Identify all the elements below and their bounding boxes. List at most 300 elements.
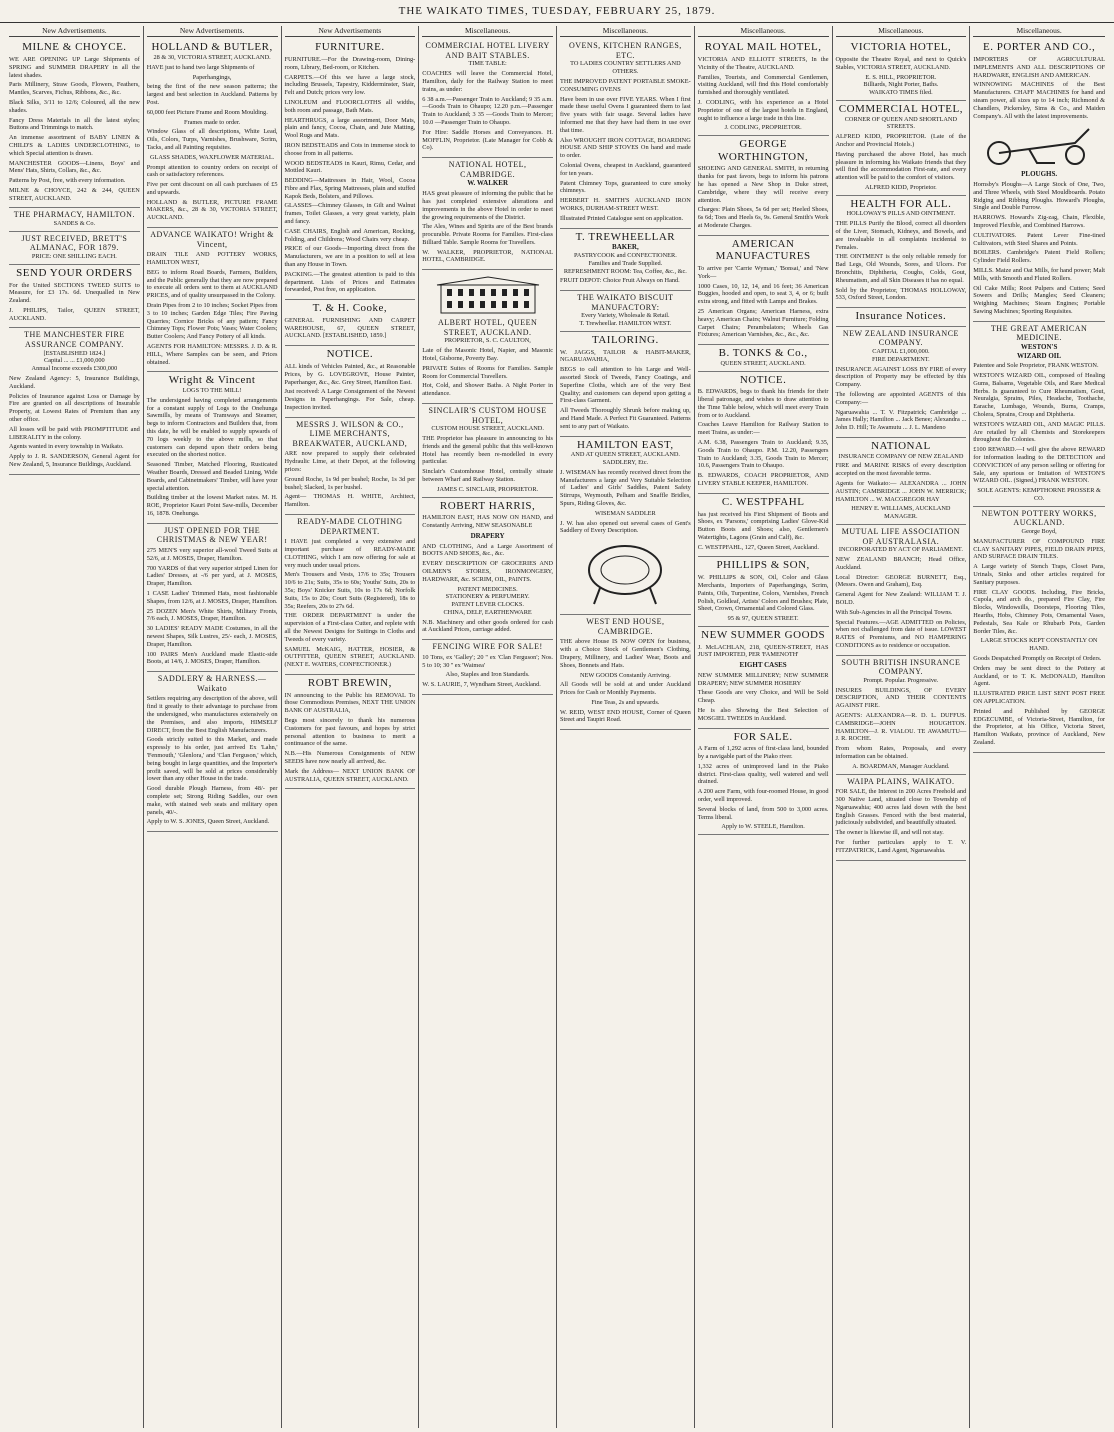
advertisement-text: SAMUEL McKAIG, HATTER, HOSIER, & OUTFITTER, QUEEN STREET, AUCKLAND. (NEXT E. WATERS, CONFECTIONER.) [284, 645, 416, 669]
advertisement-title: VICTORIA HOTEL, [850, 41, 952, 54]
advertisement-text: 100 PAIRS Men's Auckland made Elastic-side Boots, at 14/6, J. MOSES, Draper, Hamilton. [146, 650, 278, 666]
advertisement [698, 627, 829, 729]
advertisement-text: PATENT MEDICINES. [457, 585, 518, 593]
advertisement-text: SADDLERY, Etc. [602, 458, 649, 466]
advertisement-text: JAMES C. SINCLAIR, PROPRIETOR. [437, 485, 539, 493]
advertisement-text: Capital ... ... £1,000,000 [44, 357, 105, 365]
advertisement-text: A 200 acre Farm, with four-roomed House, in good order, well improved. [697, 788, 829, 804]
advertisement-text: REFRESHMENT ROOM: Tea, Coffee, &c., &c. [563, 267, 687, 275]
advertisement-text: Prompt. Popular. Progressive. [863, 676, 939, 684]
advertisement-text: Building timber at the lowest Market rates. M. H. ROE, Proprietor Kauri Point Saw-mills, December 16, 1878. Onehunga. [146, 494, 278, 518]
advertisement-text: FRUIT DEPOT: Choice Fruit Always on Hand. [560, 277, 680, 285]
advertisement-text: 1,332 acres of unimproved land in the Piako district. First-class quality, well watered and well drained. [697, 762, 829, 786]
advertisement-text: All Tweeds Thoroughly Shrunk before making up, and Hand Made. A Perfect Fit Guaranteed. Patterns sent to any part of Waikato. [560, 407, 691, 430]
advertisement-text: The undersigned having completed arrangements for a constant supply of Logs to the Onehunga Sawmills, by means of Tramways and Steamer, begs to inform Contractors and Builders that, from this date, he will be enabled to supply upwards of 70 logs weekly to the above mills, so that customers can depend upon their orders being executed on the shortest notice. [146, 396, 278, 459]
advertisement-text: Opposite the Theatre Royal, and next to Quick's Stables, VICTORIA STREET, AUCKLAND. [835, 55, 967, 71]
column-heading: Miscellaneous. [698, 26, 829, 37]
advertisement-title: Wright & Vincent [168, 374, 256, 387]
advertisement [560, 39, 691, 228]
advertisement-text: CARPETS.—Of this we have a large stock, including Brussels, Tapestry, Kidderminster, Stair, Felt and Dutch; prices very low. [284, 73, 416, 97]
advertisement-text: PACKING.—The greatest attention is paid to this department. Lists of Prices and Estimates forwarded, Post free, on application. [284, 270, 416, 294]
advertisement [836, 327, 967, 438]
advertisement-title: JUST OPENED FOR THE CHRISTMAS & NEW YEAR! [156, 525, 268, 545]
advertisement-text: EVERY DESCRIPTION OF GROCERIES AND OILMEN'S STORES, IRONMONGERY, HARDWARE, &c. SCRIM, OIL, PAINTS. [422, 560, 553, 583]
advertisement-text: COACHES will leave the Commercial Hotel, Hamilton, daily for the Railway Station to meet trains, as under: [422, 70, 553, 93]
advertisement-text: 6 38 a.m.—Passenger Train to Auckland; 9 35 a.m.—Goods Train to Ohaupo; 12.20 p.m.—Passenger Train to Auckland; 3 35 —Goods Train to Mercer; 10.0 —Passenger Train to Ohaupo. [422, 95, 553, 127]
advertisement-title: FOR SALE. [733, 730, 793, 743]
advertisement-text: ALL kinds of Vehicles Painted, &c., at Reasonable Prices, by G. LOVEGROVE, House Painter, Paperhanger, &c., &c. Grey Street, Hamilton East. [284, 362, 416, 386]
advertisement-title: ROBERT HARRIS, [439, 499, 536, 512]
advertisement-title: THE GREAT AMERICAN MEDICINE. [990, 323, 1088, 343]
advertisement-text: Colonial Ovens, cheapest in Auckland, guaranteed for ten years. [560, 162, 691, 177]
advertisement [836, 196, 967, 308]
advertisement-text: WESTON'S WIZARD OIL, AND MAGIC PILLS. Are retailed by all Chemists and Storekeepers throughout the Colonies. [973, 420, 1105, 444]
advertisement [285, 300, 416, 346]
column-7 [833, 26, 971, 1428]
advertisement-title: FENCING WIRE FOR SALE! [432, 642, 543, 652]
advertisement-text: W. S. LAURIE, 7, Wyndham Street, Auckland. [422, 681, 541, 689]
advertisement-title: READY-MADE CLOTHING DEPARTMENT. [297, 517, 403, 536]
advertisement-text: N.B. Machinery and other goods ordered for cash at Auckland Prices, carriage added. [422, 618, 553, 634]
advertisement [285, 418, 416, 515]
advertisement-text: Local Director: GEORGE BURNETT, Esq., (Messrs. Owen and Graham), Esq. [835, 573, 967, 589]
advertisement-text: ALFRED KIDD, Proprietor. [865, 183, 937, 191]
advertisement-text: 10 Tons, ex 'Galley'; 20 '' ex 'Clan Ferguson'; Nos. 5 to 10; 30 '' ex 'Waimea' [422, 653, 553, 669]
advertisement-title: THE WAIKATO BISCUIT MANUFACTORY: [577, 293, 674, 312]
advertisement-text: Prompt attention to country orders on receipt of cash or satisfactory references. [146, 163, 278, 179]
advertisement-title: ROYAL MAIL HOTEL, [704, 41, 822, 54]
advertisement [147, 672, 278, 832]
advertisement-text: Drain Pipes from 2 to 10 inches; Socket Pipes from 3 to 10 inches; Garden Edge Tiles; Fire Paving Quarries; Cornice Bricks of any pattern; Fancy Chimney Tops; Flower Pots; Vases; Water Coolers; Butter Coolers; And Fancy Pottery of all kinds. [146, 302, 278, 341]
advertisement [698, 136, 829, 236]
advertisement-title: SINCLAIR'S CUSTOM HOUSE HOTEL, [428, 406, 547, 425]
advertisement-title: TAILORING. [592, 333, 659, 346]
advertisement [285, 39, 416, 300]
advertisement-text: The Ales, Wines and Spirits are of the Best brands procurable. Private Rooms for Families. First-class Billiard Table. Sample Rooms for Travellers. [422, 223, 553, 246]
advertisement-text: GENERAL FURNISHING AND CARPET WAREHOUSE, 67, QUEEN STREET, AUCKLAND. [ESTABLISHED, 1859.] [284, 316, 416, 340]
advertisement [836, 438, 967, 525]
advertisement-text: For the United SECTIONS TWEED SUITS to Measure, for £3 17s. 6d. Unequalled in New Zealand. [9, 281, 140, 305]
advertisement [422, 498, 553, 641]
advertisement-text: TO LADIES COUNTRY SETTLERS AND OTHERS. [570, 60, 681, 76]
advertisement-text: HEARTHRUGS, a large assortment, Door Mats, plain and fancy, Cocoa, Chain, and Jute Matting, Wool Rugs and Mats. [284, 116, 416, 140]
advertisement-text: A. BOARDMAN, Manager Auckland. [852, 762, 950, 770]
advertisement-text: FOR SALE, the Interest in 200 Acres Freehold and 300 Native Land, situated close to Township of Ngaruawahia; 400 acres laid down with the best English Grasses. Fenced with the best material, judiciously subdivided, and beautifully situated. [835, 788, 967, 827]
advertisement-text: PATENT LEVER CLOCKS. [451, 601, 524, 609]
advertisement-text: Printed and Published by GEORGE EDGECUMBE, of Victoria-Street, Hamilton, for the Proprietor, at his Office, Victoria Street, Hamilton Waikato, province of Auckland, New Zealand. [973, 707, 1105, 746]
column-3 [282, 26, 420, 1428]
advertisement [285, 515, 416, 675]
advertisement-title: T. & H. Cooke, [312, 302, 388, 315]
advertisement-title: MUTUAL LIFE ASSOCIATION OF AUSTRALASIA. [841, 526, 961, 546]
advertisement-text: CAPITAL £1,000,000. [872, 347, 930, 355]
advertisement-title: THE PHARMACY, HAMILTON. [13, 210, 135, 220]
advertisement-text: 95 & 97, QUEEN STREET. [727, 615, 799, 623]
column-heading: New Advertisements. [147, 26, 278, 37]
advertisement-text: W. PHILLIPS & SON, Oil, Color and Glass Merchants, Importers of Paperhangings, Scrim, Paints, Oils, Turpentine, Colors, Varnishes, French Polish, Goldleaf, Artists' Colors and Brushes; Plate, Sheet, Crown, Ornamental and Colored Glass. [697, 574, 829, 613]
column-heading: Miscellaneous. [560, 26, 691, 37]
advertisement-text: A Large variety of Stench Traps, Closet Pans, Urinals, Sinks and other articles required for Sanitary purposes. [973, 563, 1105, 586]
advertisement-text: WISEMAN SADDLER [595, 509, 656, 517]
advertisement-text: With Sub-Agencies in all the Principal Towns. [835, 608, 953, 616]
advertisement [698, 345, 829, 371]
advertisement-text: LOGS TO THE MILL! [182, 387, 242, 395]
advertisement-text: Oil Cake Mills; Root Pulpers and Cutters; Seed Sowers and Drills; Mangles; Seed Cleaners; Weighing Machines; Steam Engines; Portable Sawing Machines; Sporting Requisites. [973, 284, 1105, 315]
advertisement-text: INSURANCE AGAINST LOSS BY FIRE of every description of Property may be effected by this Company. [835, 365, 967, 389]
advertisement [973, 39, 1105, 321]
advertisement-text: ARE now prepared to supply their celebrated Hydraulic Lime, at their Depot, at the following prices: [284, 450, 416, 474]
advertisement-text: CHINA, DELF, EARTHENWARE [443, 608, 532, 616]
advertisement-title: C. WESTPFAHL [721, 495, 805, 508]
advertisement [422, 404, 553, 498]
advertisement-text: From whom Rates, Proposals, and every information can be obtained. [835, 745, 967, 761]
advertisement-title: NEWTON POTTERY WORKS, AUCKLAND. [981, 508, 1097, 528]
advertisement-title: COMMERCIAL HOTEL, [838, 102, 963, 115]
advertisement-title: SOUTH BRITISH INSURANCE COMPANY. [841, 657, 961, 677]
advertisement-text: BEGS to call attention to his Large and Well-assorted Stock of Tweeds, Fancy Coatings, and Superfine Cloths, which are of the very Best Quality; and customers can depend upon getting a First-class Garment. [560, 366, 691, 405]
advertisement-text: HOLLOWAY'S PILLS AND OINTMENT. [846, 210, 956, 218]
advertisement-title: T. TREWHEELLAR [575, 230, 676, 243]
advertisement-title: JUST RECEIVED, BRETT'S ALMANAC, FOR 1879. [21, 233, 128, 253]
advertisement-title: HOLLAND & BUTLER, [151, 41, 273, 54]
advertisement [147, 39, 278, 228]
advertisement-text: QUEEN STREET, AUCKLAND. [720, 359, 806, 367]
advertisement [836, 525, 967, 656]
advertisement-text: has just received his First Shipment of Boots and Shoes, ex 'Parsons,' comprising Ladies' Glove-Kid Button Boots and Shoes; also, Gentlemen's Watertights, Lagons (Grain and Calf), &c. [697, 510, 829, 541]
advertisement-text: £100 REWARD.—I will give the above REWARD for information leading to the DETECTION and CONVICTION of any person selling or offering for Sale, any spurious or Imitation of WESTON'S WIZARD OIL. (Signed,) FRANK WESTON. [973, 446, 1105, 485]
advertisement-text: INSURANCE COMPANY OF NEW ZEALAND [838, 452, 964, 460]
saddle-illustration [580, 538, 670, 608]
advertisement-text: CUSTOM HOUSE STREET, AUCKLAND. [431, 425, 544, 433]
advertisement-text: W. WALKER, PROPRIETOR, NATIONAL HOTEL, CAMBRIDGE. [422, 248, 553, 264]
advertisement-text: Agents wanted in every township in Waikato. [9, 443, 124, 451]
column-4 [419, 26, 557, 1428]
advertisement [147, 228, 278, 372]
advertisement [698, 39, 829, 136]
advertisement-text: Begs most sincerely to thank his numerous Customers for past favours, and hopes by strict personal attention to business to merit a continuance of the same. [284, 717, 416, 748]
advertisement-text: NEW SUMMER MILLINERY; NEW SUMMER DRAPERY; NEW SUMMER HOSIERY [697, 671, 829, 687]
advertisement-text: Men's Trousers and Vests, 17/6 to 35s; Trousers 10/6 to 21s; Suits, 35s to 60s; Youths' Suits, 20s to 35s; Boys' Knicker Suits, 10s to 17s 6d; Norfolk Suits, 15s to 20s; Court Suits (Registered), 18s to 35s; Reefers, 20s to 27s 6d. [284, 571, 416, 610]
advertisement-text: Five per cent discount on all cash purchases of £5 and upwards. [146, 181, 278, 196]
advertisement-text: 1000 Cases, 10, 12, 14, and 16 feet; 36 American Buggies, hooded and open, to seat 3, 4, or 6; built extra strong, and fitted with Lamps and Brakes. [697, 282, 829, 306]
advertisement-text: E. S. HILL, PROPRIETOR. [865, 73, 937, 81]
advertisement-text: Sinclair's Customhouse Hotel, centrally situate between Wharf and Railway Station. [422, 468, 553, 484]
advertisement-text: WAIKATO TIMES filed. [869, 89, 933, 97]
advertisement-title: NATIONAL [871, 439, 931, 452]
advertisement-text: EIGHT CASES [739, 661, 787, 670]
advertisement-text: PASTRYCOOK and CONFECTIONER. [573, 251, 677, 259]
advertisement-text: N.B.—His Numerous Consignments of NEW SEEDS have now nearly all arrived, &c. [284, 750, 416, 766]
advertisement-text: Billiards, Night Porter, Baths. [863, 81, 939, 89]
advertisement-text: Several blocks of land, from 500 to 3,000 acres. Terms liberal. [697, 805, 829, 821]
advertisement-text: THE ORDER DEPARTMENT is under the supervision of a First-class Cutter, and replete with all the Newest Designs for Suitings in Cloths and Tweeds of every variety. [284, 612, 416, 643]
advertisement-text: Frames made to order. [183, 118, 241, 126]
advertisement-text: Goods Despatched Promptly on Receipt of Orders. [973, 654, 1102, 662]
advertisement-text: THE IMPROVED PATENT PORTABLE SMOKE-CONSUMING OVENS [560, 78, 691, 93]
advertisement [422, 158, 553, 270]
advertisement-text: PRICE of our Goods—Importing direct from the Manufacturers, we are in a position to sell at less than any House in Town. [284, 245, 416, 269]
advertisement-text: HAMILTON EAST, HAS NOW ON HAND, and Constantly Arriving, NEW SEASONABLE [422, 514, 553, 530]
advertisement-text: 60,000 feet Picture Frame and Room Moulding. [146, 108, 268, 116]
advertisement-text: Seasoned Timber, Matched Flooring, Rusticated Weather Boards, Dressed and Beaded Lining, Wide Boards, and Cabinetmakers' Timber, will have your special attention. [146, 461, 278, 492]
hotel-building-illustration [433, 275, 543, 315]
advertisement-text: Ground Roche, 1s 9d per bushel; Roche, 1s 3d per bushel; Slacked, 1s per bushel. [284, 475, 416, 491]
advertisement-text: HAVE just to hand two large Shipments of [146, 63, 255, 71]
advertisement-text: Orders may be sent direct to the Pottery at Auckland, or to T. K. McDONALD, Hamilton Agent. [973, 664, 1105, 688]
advertisement [147, 524, 278, 672]
advertisement-text: SHOEING AND GENERAL SMITH, in returning thanks for past favors, begs to inform his patrons he has opened a New Shop in Duke street, Cambridge, where they will receive every attention. [697, 165, 829, 204]
advertisement-text: 700 YARDS of that very superior striped Linen for Ladies' Dresses, at -/6 per yard, at J. MOSES, Draper, Hamilton. [146, 564, 278, 588]
advertisement [698, 729, 829, 836]
advertisement-text: J. CODLING, with his experience as a Hotel Proprietor of one of the largest hotels in England, ought to influence a large trade in this line. [697, 98, 829, 122]
advertisement [698, 236, 829, 345]
advertisement-text: C. WESTPFAHL, 127, Queen Street, Auckland. [697, 543, 819, 551]
advertisement-text: THE PILLS Purify the Blood, correct all disorders of the Liver, Stomach, Kidneys, and Bowels, and are invaluable in all complaints incidental to Females. [835, 220, 967, 251]
advertisement-text: Fancy Dress Materials in all the latest styles; Buttons and Trimmings to match. [9, 116, 140, 132]
advertisement-text: J. CODLING, PROPRIETOR. [724, 124, 802, 132]
column-heading: Miscellaneous. [973, 26, 1105, 37]
advertisement-text: NEW ZEALAND BRANCH; Head Office, Auckland. [835, 555, 967, 571]
advertisement-text: VICTORIA AND ELLIOTT STREETS, In the Vicinity of the Theatre, AUCKLAND. [697, 55, 829, 71]
advertisement-text: General Agent for New Zealand: WILLIAM T. J. BOLD. [835, 591, 967, 606]
advertisement-text: Patent Chimney Tops, guaranteed to cure smoky chimneys. [560, 179, 691, 195]
advertisement-text: Patterns by Post, free, with every information. [9, 177, 126, 185]
advertisement [9, 265, 140, 329]
advertisement-title: SEND YOUR ORDERS [16, 266, 133, 279]
advertisement-text: Families and Trade Supplied. [588, 259, 663, 267]
column-heading: New Advertisements. [9, 26, 140, 37]
advertisement-text: TIME TABLE: [468, 60, 507, 68]
advertisement-text: MILLS. Maize and Oat Mills, for hand power; Malt Mills, with Smooth and Fluted Rollers. [973, 266, 1105, 282]
column-5 [557, 26, 695, 1428]
advertisement-text: Have been in use over FIVE YEARS. When I first made these useful Ovens I guaranteed them to last five years with fair usage. Several ladies have informed me that they have had them in use over that time. [560, 95, 691, 134]
advertisement-title: HAMILTON EAST, [577, 438, 674, 451]
advertisement-text: STATIONERY & PERFUMERY. [445, 593, 530, 601]
advertisement-text: Agents for Waikato:— ALEXANDRA ... JOHN AUSTIN; CAMBRIDGE ... JOHN W. MERRICK; HAMILTON ... W. MACGREGOR HAY [835, 479, 967, 503]
advertisement-text: SOLE AGENTS: KEMPTHORNE PROSSER & CO. [977, 487, 1101, 503]
advertisement-text: AND AT QUEEN STREET, AUCKLAND. [570, 451, 680, 459]
advertisement-text: [ESTABLISHED 1824.] [43, 349, 106, 357]
advertisement-text: LARGE STOCKS KEPT CONSTANTLY ON HAND. [980, 637, 1098, 653]
advertisement-text: J. WISEMAN has recently received direct from the Manufacturers a large and Very Suitable Selection of Ladies' and Girls' Saddles, Patent Safety Stirrups, Weymouth, Pelham and Snaffle Bridles, Spurs, Riding Gloves, &c. [560, 468, 691, 507]
advertisement-text: HOLLAND & BUTLER, PICTURE FRAME MAKERS, &c., 28 & 30, VICTORIA STREET, AUCKLAND. [146, 198, 278, 222]
advertisement-text: J. McLACHLAN, 218, QUEEN-STREET, HAS JUST IMPORTED, PER 'FAMENOTH' [697, 643, 829, 659]
advertisement-text: Just received: A Large Consignment of the Newest Designs in Paperhangings. For Sale, cheap. Inspection invited. [284, 388, 416, 411]
advertisement-text: Apply to W. STEELE, Hamilton. [721, 823, 805, 831]
advertisement-text: Paris Millinery, Straw Goods, Flowers, Feathers, Mantles, Scarves, Fichus, Ribbons, &c., &c. [9, 81, 140, 97]
advertisement-text: All Goods will be sold at and under Auckland Prices for Cash or Monthly Payments. [560, 681, 691, 697]
advertisement-text: Apply to J. R. SANDERSON, General Agent for New Zealand, 5, Insurance Buildings, Auckland. [9, 453, 140, 469]
advertisement-text: 25 American Organs; American Harness, extra heavy; American Chairs; Walnut Furniture; Folding Carpet Chairs; Perambulators; Wheels Gas Fixtures; American Varnishes, &c., &c., &c. [697, 308, 829, 339]
advertisement [9, 232, 140, 265]
advertisement [9, 208, 140, 231]
advertisement-text: FIRE DEPARTMENT. [872, 355, 930, 363]
advertisement-text: NEW GOODS Constantly Arriving. [579, 671, 671, 679]
advertisement [973, 507, 1105, 753]
advertisement-text: Mark the Address— NEXT UNION BANK OF AUSTRALIA, QUEEN STREET, AUCKLAND. [284, 767, 416, 783]
advertisement [836, 775, 967, 861]
advertisement [560, 615, 691, 730]
advertisement-text: A.M. 6.38, Passengers Train to Auckland; 9.35, Goods Train to Ohaupo. P.M. 12.20, Passengers Train to Auckland; 3.35, Goods Train to Mercer; 10.6, Passengers Train to Ohaupo. [697, 439, 829, 470]
advertisement-text: Annual Income exceeds £300,000 [31, 365, 118, 373]
advertisement-title: ADVANCE WAIKATO! Wright & Vincent, [150, 230, 275, 249]
advertisement-text: AGENTS FOR HAMILTON: MESSRS. J. D. & R. HILL, Where Samples can be seen, and Prices obtained. [146, 343, 278, 366]
column-8 [970, 26, 1108, 1428]
advertisement-text: PROPRIETOR, S. C. CAULTON, [444, 337, 531, 345]
advertisement-text: He is also Showing the Best Selection of MOSGIEL TWEEDS in Auckland. [697, 707, 829, 722]
advertisement [836, 656, 967, 775]
advertisement-title: E. PORTER AND CO., [983, 41, 1096, 54]
advertisement [422, 39, 553, 158]
advertisement-title: OVENS, KITCHEN RANGES, ETC. [568, 41, 682, 60]
advertisement-text: FIRE and MARINE RISKS of every description accepted on the most favorable terms. [835, 462, 967, 478]
advertisement-text: An immense assortment of BABY LINEN & CHILD'S & LADIES UNDERCLOTHING, to which Special attention is drawn. [9, 134, 140, 157]
advertisement-text: CULTIVATORS. Patent Lever Fine-tined Cultivators, with Steel Shares and Points. [973, 231, 1105, 247]
advertisement-text: Black Silks, 3/11 to 12/6; Coloured, all the new shades. [9, 98, 140, 114]
advertisement-title: ROBT BREWIN, [307, 677, 392, 689]
advertisement-text: Also WROUGHT IRON COTTAGE, BOARDING HOUSE AND SHIP STOVES On hand and made to order. [560, 136, 691, 160]
advertisement-text: WIZARD OIL [1017, 351, 1062, 360]
advertisement [836, 308, 967, 327]
advertisement-title: NATIONAL HOTEL, CAMBRIDGE. [448, 160, 527, 179]
advertisement-text: J. W. has also opened out several cases of Gent's Saddlery of Every Description. [560, 519, 691, 535]
advertisement-text: 275 MEN'S very superior all-wool Tweed Suits at 52/6, at J. MOSES, Draper, Hamilton. [146, 547, 278, 562]
advertisement-text: For further particulars apply to T. V. FITZPATRICK, Land Agent, Ngaruawahia. [835, 839, 967, 854]
advertisement-text: ALFRED KIDD, PROPRIETOR. (Late of the Anchor and Provincial Hotels.) [835, 133, 967, 148]
advertisement-text: For Hire: Saddle Horses and Conveyances. H. MOFFLIN, Proprietor. (Late Manager for Cobb & Co). [422, 128, 553, 152]
advertisement-text: Good durable Plough Harness, from 48/- per complete set; Strong Riding Saddles, our own make, with stained web seats and military open panels, 40/-. [146, 785, 278, 816]
advertisement-text: AND CLOTHING, And a Large Assortment of BOOTS AND SHOES, &c., &c. [422, 542, 553, 558]
advertisement-text: HAS great pleasure of informing the public that he has just completed extensive alterations and improvements in the above Hotel in order to meet the growing requirements of the District. [422, 190, 553, 221]
advertisement-text: GLASSES—Chimney Glasses, in Gilt and Walnut frames, Toilet Glasses, a very great variety, plain and fancy. [284, 202, 416, 226]
advertisement-text: I HAVE just completed a very extensive and important purchase of READY-MADE CLOTHING, which I am now offering for sale at very much under usual prices. [284, 538, 416, 569]
advertisement-text: Window Glass of all descriptions, White Lead, Oils, Colors, Turps, Varnishes, Brushware, Scrim, Tacks, and all Painting requisites. [146, 128, 278, 151]
advertisement-title: NEW SUMMER GOODS [701, 628, 826, 641]
advertisement-text: Also, Staples and Iron Standards. [445, 671, 530, 679]
advertisement-text: MILNE & CHOYCE, 242 & 244, QUEEN STREET, AUCKLAND. [9, 186, 140, 202]
advertisement-text: FURNITURE.—For the Drawing-room, Dining-room, Library, Bed-room, or Kitchen. [284, 55, 416, 71]
advertisement-text: Policies of Insurance against Loss or Damage by Fire are granted on all descriptions of Insurable Property, at Lowest Rates of Premium than any other office. [9, 392, 140, 424]
advertisement-text: Illustrated Printed Catalogue sent on application. [560, 214, 684, 222]
advertisement-text: Settlers requiring any description of the above, will find it greatly to their advantage to purchase from the undersigned, who manufactures extensively on the Premises, and also imports, HIMSELF DIRECT, from the Best English Manufacturers. [146, 695, 278, 734]
advert-columns [6, 26, 1108, 1428]
advertisement-text: THE above House IS NOW OPEN for business, with a Choice Stock of Gentlemen's Clothing, Drapery, Millinery, and Ladies' Wear, Boots and Shoes, Bonnets and Hats. [560, 638, 691, 669]
advertisement-text: FIRE CLAY GOODS. Including, Fire Bricks, Cupola, and arch do., prepared Fire Clay, Fire Blocks, Windowsills, Doorsteps, Flooring Tiles, Hearths, Hobs, Chimney Pots, Ornamental Vases, Pedestals, Sea Kale or Rhubarb Pots, Garden Border Tiles, &c. [973, 588, 1105, 635]
advertisement-text: INCORPORATED BY ACT OF PARLIAMENT. [838, 546, 963, 554]
advertisement-text: The following are appointed AGENTS of this Company:— [835, 390, 967, 406]
advertisement-title: Insurance Notices. [855, 310, 947, 323]
advertisement-text: PRICE: ONE SHILLING EACH. [31, 253, 117, 261]
advertisement-text: DRAPERY [470, 531, 505, 540]
advertisement-title: NOTICE. [326, 348, 374, 361]
advertisement-text: WINNOWING MACHINES of the Best Manufacturers. CHAFF MACHINES for hand and steam power, all sizes up to 14 inch; Richmond & Chandlers, Pickersley, Sims & Co., and Maiden Company's. All with the latest improvements. [973, 81, 1105, 120]
advertisement [422, 640, 553, 695]
advertisement-title: NEW ZEALAND INSURANCE COMPANY. [842, 328, 959, 348]
advertisement-text: Hornsby's Ploughs—A Large Stock of One, Two, and Three Wheels, with Steel Mouldboards. Potato Ridging and Ribbing Ploughs. Howard's Ploughs, Single and Double Furrow. [973, 180, 1105, 212]
advertisement-text: Late of the Masonic Hotel, Napier, and Masonic Hotel, Gisborne, Poverty Bay. [422, 347, 553, 363]
advertisement [973, 322, 1105, 507]
advertisement-text: Agent— THOMAS H. WHITE, Architect, Hamilton. [284, 493, 416, 509]
column-6 [695, 26, 833, 1428]
advertisement-title: PHILLIPS & SON, [716, 559, 810, 572]
advertisement [9, 39, 140, 208]
advertisement [698, 494, 829, 558]
advertisement-text: MANUFACTURER OF COMPOUND FIRE CLAY SANITARY PIPES, FIELD DRAIN PIPES, AND SURFACE DRAIN TILES. [973, 537, 1105, 561]
advertisement [147, 372, 278, 523]
advertisement-text: Charges: Plain Shoes, 5s 6d per set; Heeled Shoes, 6s 6d; Toes and Heels 6s, 9s. General Smith's Work at Moderate Charges. [697, 206, 829, 229]
advertisement-text: Having purchased the above Hotel, has much pleasure in informing his Waikato friends that they will find the accommodation First-rate, and every attention will be paid to the comfort of visitors. [835, 150, 967, 182]
advertisement-text: WE ARE OPENING UP Large Shipments of SPRING and SUMMER DRAPERY in all the latest shades. [9, 55, 140, 79]
advertisement-title: FURNITURE. [315, 41, 385, 54]
advertisement-text: 28 & 30, VICTORIA STREET, AUCKLAND. [153, 53, 271, 61]
advertisement-text: WESTON'S [1020, 342, 1058, 351]
advertisement-text: The owner is likewise ill, and will not stay. [835, 829, 944, 837]
advertisement-text: Fine Teas, 2s and upwards. [591, 698, 660, 706]
advertisement-text: Hot, Cold, and Shower Baths. A Night Porter in attendance. [422, 382, 553, 398]
advertisement-text: George Boyd, [1021, 528, 1057, 535]
advertisement-text: To arrive per 'Carrie Wyman,' 'Bonsai,' and 'New York— [697, 265, 829, 280]
advertisement-text: BEDDING—Mattresses in Hair, Wool, Cocoa Fibre and Flax, Spring Mattresses, plain and stuffed Kapok Beds, Bolsters, and Pillows. [284, 177, 416, 200]
advertisement-text: HENRY E. WILLIAMS, AUCKLAND MANAGER. [851, 505, 951, 521]
column-heading: Miscellaneous. [836, 26, 967, 37]
advertisement-title: SADDLERY & HARNESS.—Waikato [157, 674, 267, 693]
advertisement-text: IMPORTERS OF AGRICULTURAL IMPLEMENTS AND ALL DESCRIPTIONS OF HARDWARE, ENGLISH AND AMERICAN. [973, 55, 1105, 79]
plough-illustration [979, 123, 1099, 167]
advertisement-title: MILNE & CHOYCE. [22, 41, 127, 54]
advertisement-text: BOILERS. Cambridge's Patent Field Rollers; Cylinder Field Rollers. [973, 249, 1105, 265]
advertisement-text: THE OINTMENT is the only reliable remedy for Bad Legs, Old Wounds, Sores, and Ulcers. For Bronchitis, Diphtheria, Coughs, Colds, Gout, Rheumatism, and all Skin Diseases it has no equal. [835, 253, 967, 284]
advertisement-text: New Zealand Agency: 5, Insurance Buildings, Auckland. [9, 375, 140, 390]
advertisement [9, 328, 140, 474]
advertisement [560, 437, 691, 616]
advertisement-title: MESSRS J. WILSON & CO., LIME MERCHANTS, BREAKWATER, AUCKLAND, [292, 419, 408, 448]
advertisement [560, 229, 691, 292]
advertisement-title: THE MANCHESTER FIRE ASSURANCE COMPANY. [24, 330, 125, 350]
advertisement-text: SANDES & Co. [53, 220, 96, 228]
advertisement [698, 372, 829, 494]
advertisement-text: 25 DOZEN Men's White Shirts, Military Fronts, 7/6 each, J. MOSES, Draper, Hamilton. [146, 607, 278, 623]
column-2 [144, 26, 282, 1428]
advertisement-text: CASE CHAIRS, English and American, Rocking, Folding, and Childrens; Wood Chairs very cheap. [284, 227, 416, 243]
advertisement-text: GLASS SHADES, WAXFLOWER MATERIAL. [149, 153, 275, 161]
advertisement-text: WOOD BEDSTEADS in Kauri, Rimu, Cedar, and Mottled Kauri. [284, 159, 416, 175]
advertisement-text: LINOLEUM and FLOORCLOTHS all widths, both room and passage, Bath Mats. [284, 98, 416, 114]
advertisement [422, 270, 553, 404]
advertisement-text: Every Variety, Wholesale & Retail. [581, 312, 670, 320]
advertisement-text: PRIVATE Suites of Rooms for Families. Sample Room for Commercial Travellers. [422, 364, 553, 380]
advertisement-text: Special Features.—AGE ADMITTED on Policies, when not challenged from date of issue. LOWEST RATES of Premiums, and NO HAMPERING CONDITIONS as to residence or occupation. [835, 618, 967, 649]
advertisement-text: BAKER, [612, 243, 639, 252]
advertisement [698, 557, 829, 626]
advertisement-title: WAIPA PLAINS, WAIKATO. [847, 776, 955, 786]
advertisement-text: PLOUGHS. [1021, 170, 1058, 179]
advertisement-text: THE Proprietor has pleasure in announcing to his friends and the general public that this well-known Hotel has recently been re-modelled in every particular. [422, 435, 553, 466]
advertisement-title: AMERICAN MANUFACTURES [715, 237, 811, 263]
advertisement [836, 39, 967, 101]
advertisement-text: Families, Tourists, and Commercial Gentlemen, visiting Auckland, will find this Hotel comfortably furnished and thoroughly ventilated. [697, 73, 829, 97]
advertisement [285, 675, 416, 789]
advertisement-title: HEALTH FOR ALL. [850, 197, 952, 210]
advertisement [560, 291, 691, 332]
advertisement-text: HERBERT H. SMITH'S AUCKLAND IRON WORKS, DURHAM-STREET WEST. [560, 197, 691, 213]
advertisement-text: HARROWS. Howard's Zig-zag, Chain, Flexible, Improved Flexible, and Combined Harrows. [973, 214, 1105, 229]
advertisement-title: GEORGE WORTHINGTON, [717, 138, 809, 163]
advertisement-title: COMMERCIAL HOTEL LIVERY AND BAIT STABLES. [425, 41, 550, 60]
advertisement-text: Paperhangings, [192, 73, 232, 81]
column-heading: Miscellaneous. [422, 26, 553, 37]
advertisement-title: WEST END HOUSE, CAMBRIDGE. [586, 617, 665, 636]
column-1 [6, 26, 144, 1428]
